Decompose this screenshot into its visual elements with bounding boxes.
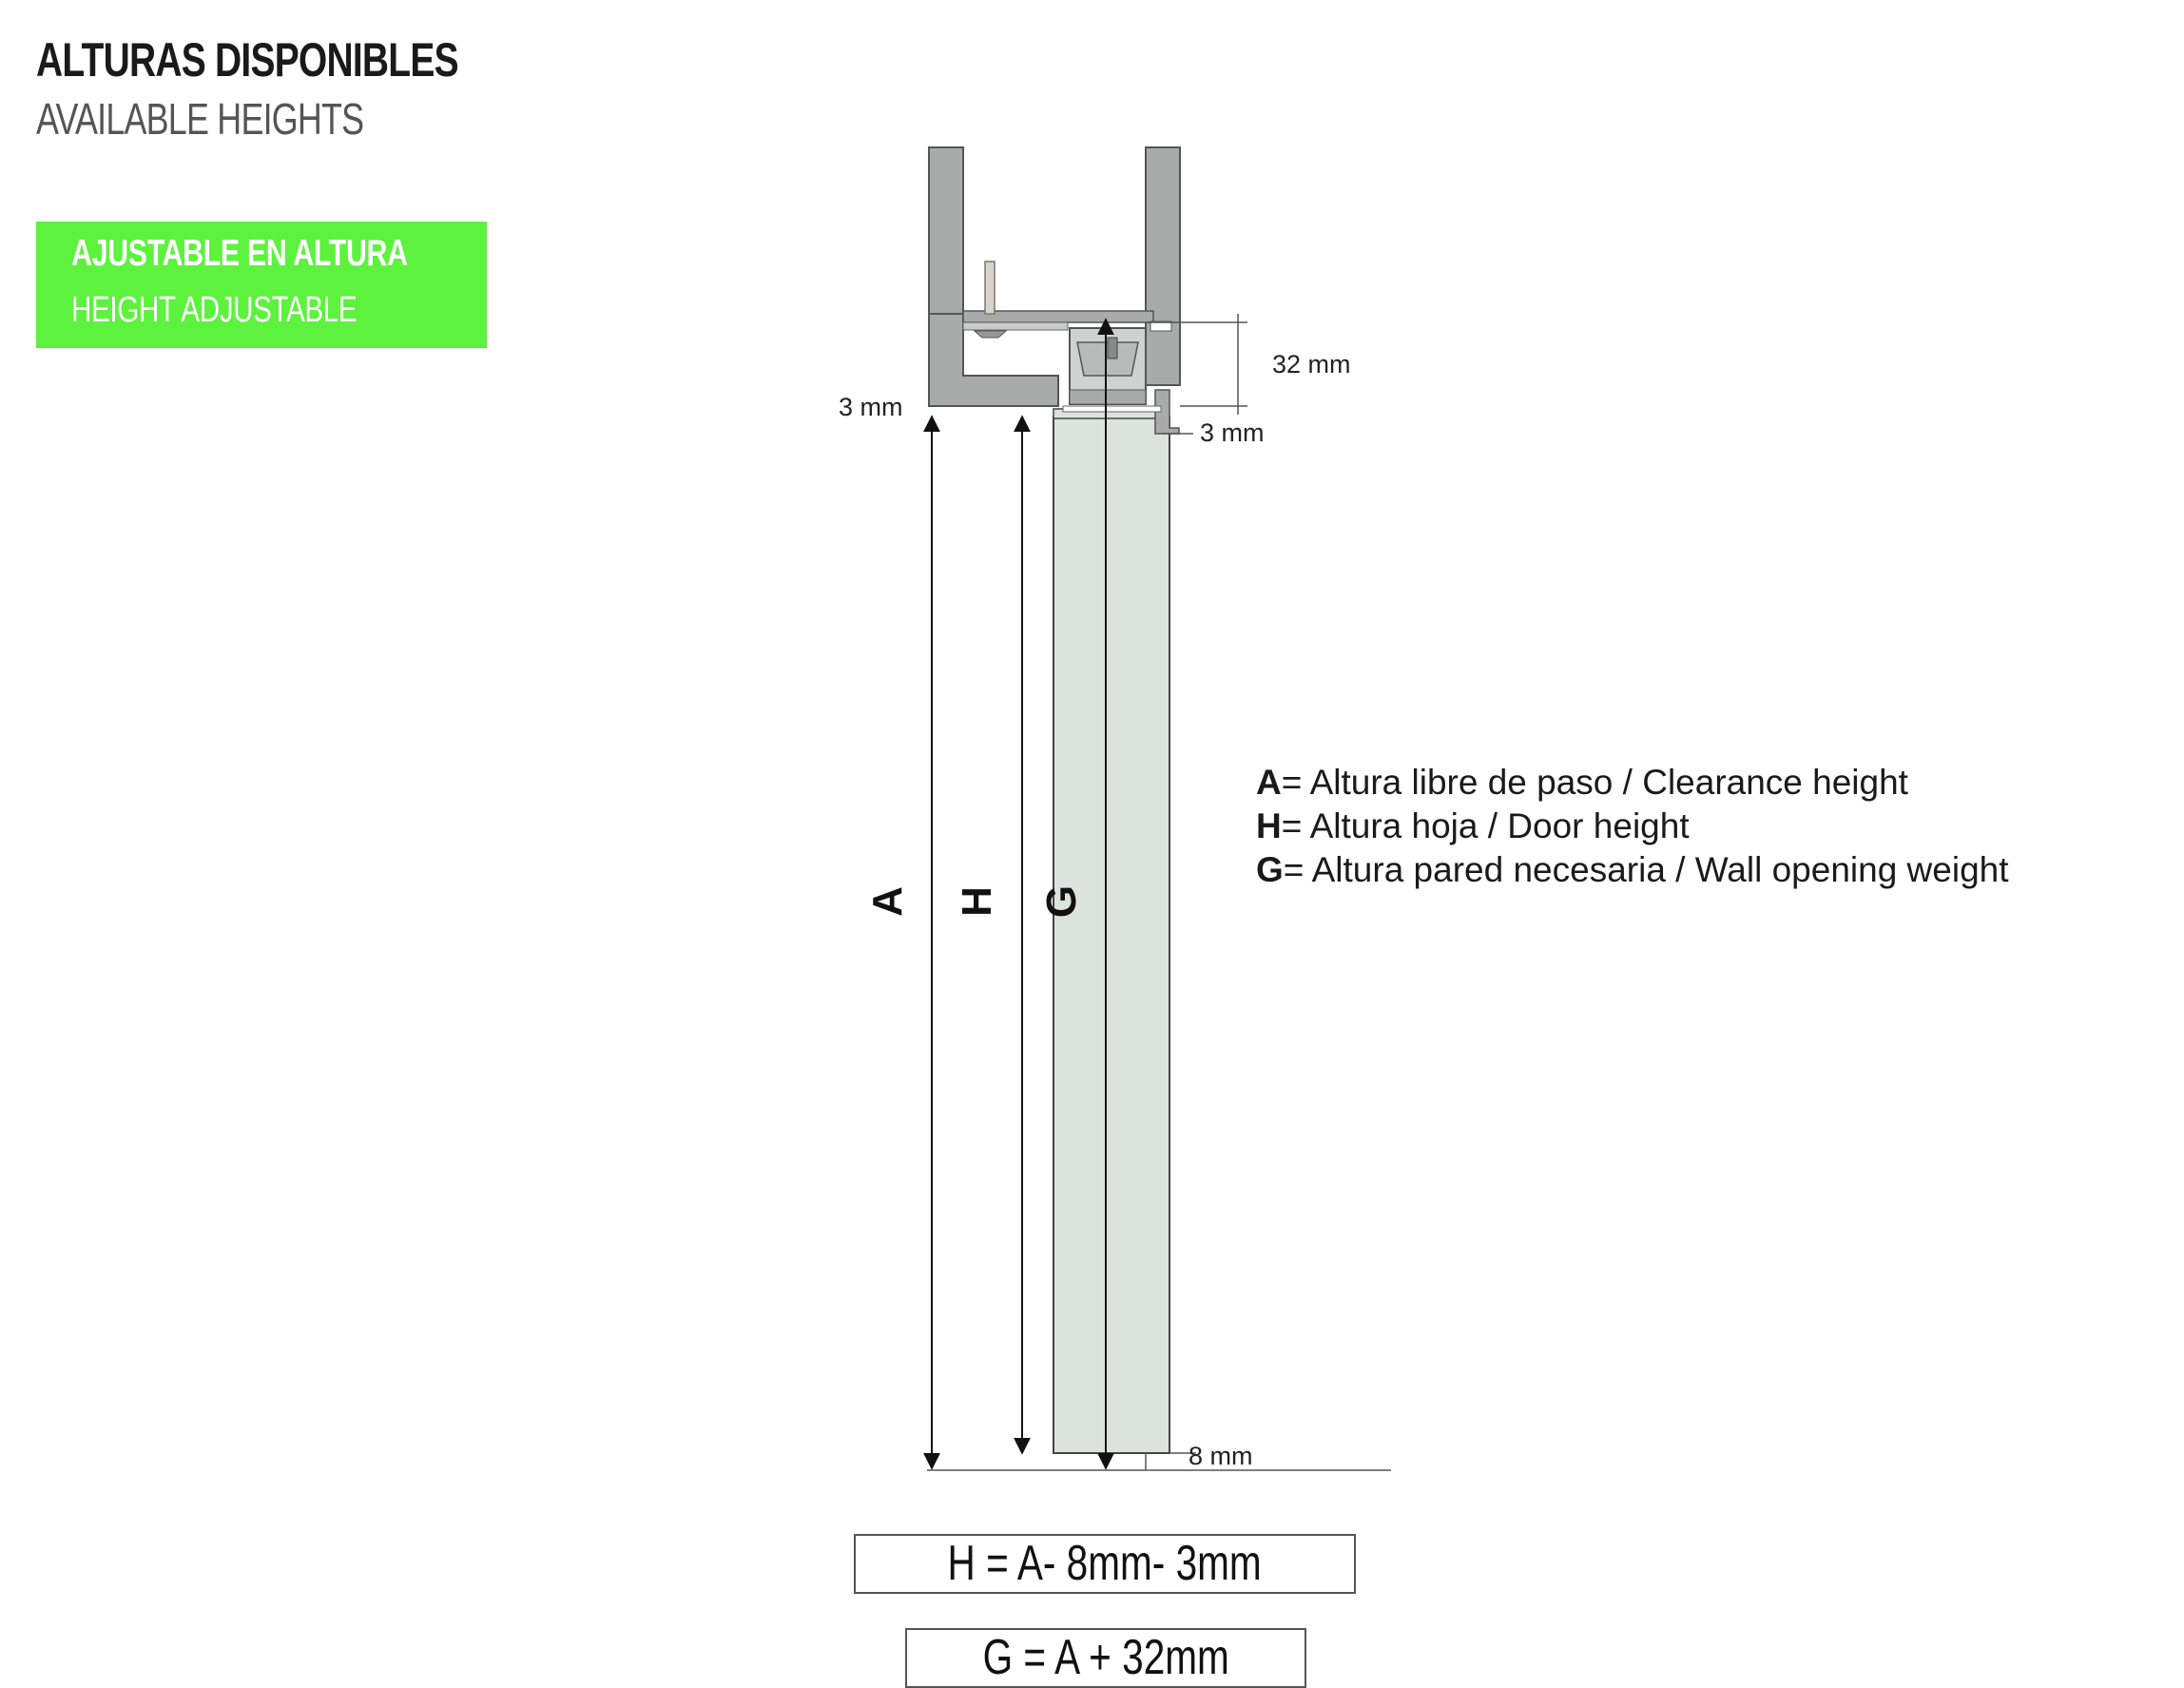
legend-item-a [1256,761,2009,805]
door-panel [1053,417,1169,1453]
legend-item-h [1256,805,2009,848]
track-profile [929,147,1180,434]
badge-subtitle-text: HEIGHT ADJUSTABLE [71,290,358,330]
legend-text-a: = Altura libre de paso / Clearance height [1281,763,1908,802]
label-h: H [954,886,1000,917]
badge-title-text: AJUSTABLE EN ALTURA [71,233,408,274]
formula-door-height-text: H = A- 8mm- 3mm [947,1536,1263,1591]
legend-text-g: = Altura pared necesaria / Wall opening weight [1283,850,2009,889]
formula-wall-opening [905,1628,1306,1688]
dim-3mm-left-label: 3 mm [839,393,903,421]
formula-door-height [854,1534,1356,1594]
page-title-text: ALTURAS DISPONIBLES [36,33,458,87]
legend-key-a: A [1256,763,1282,802]
legend-key-h: H [1256,806,1282,845]
page-subtitle-text: AVAILABLE HEIGHTS [36,94,364,144]
legend-key-g: G [1256,850,1284,889]
legend-text-h: = Altura hoja / Door height [1281,806,1690,845]
formula-wall-opening-text: G = A + 32mm [982,1630,1229,1685]
dim-3mm-right-label: 3 mm [1200,418,1265,447]
label-a: A [864,886,911,917]
dim-8mm-label: 8 mm [1189,1442,1253,1470]
label-g: G [1038,884,1085,919]
legend-item-g [1256,848,2009,892]
legend [1256,761,2009,892]
dim-32mm-label: 32 mm [1272,350,1351,378]
